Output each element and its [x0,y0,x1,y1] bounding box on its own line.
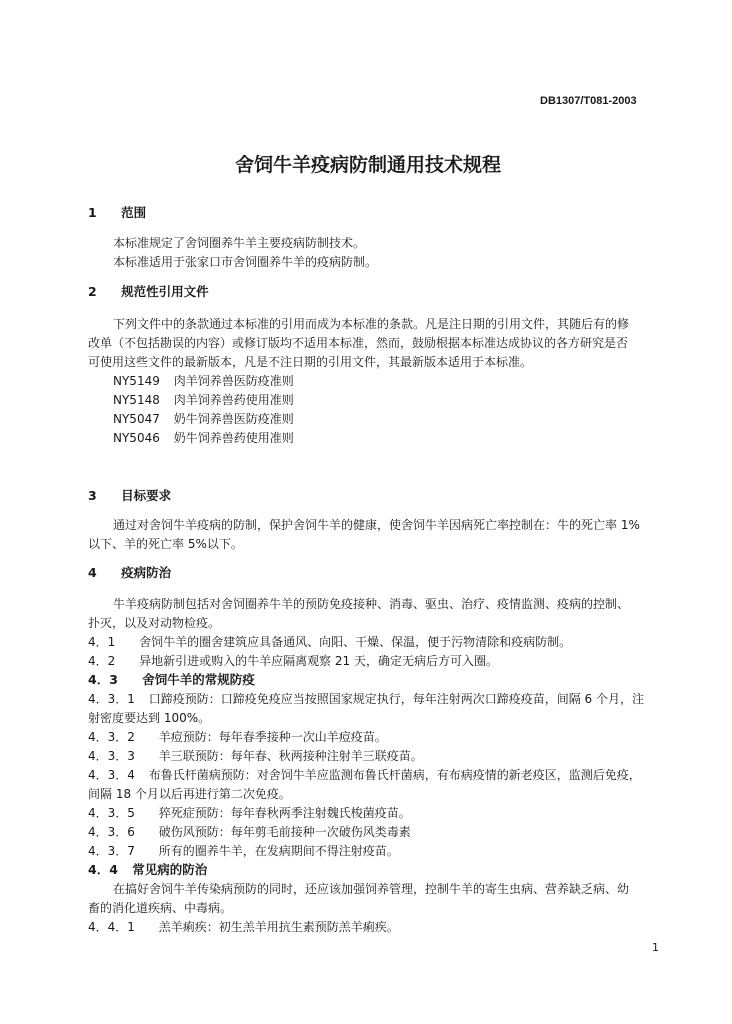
clause-text: 羊痘预防：每年春季接种一次山羊痘疫苗。 [158,730,387,744]
section-4-heading [88,565,171,581]
paragraph-line: 下列文件中的条款通过本标准的引用而成为本标准的条款。凡是注日期的引用文件，其随后有的修 [113,317,630,331]
reference-name: 肉羊饲养兽药使用准则 [173,393,294,407]
reference-code: NY5046 [113,431,160,445]
clause-4-3-2 [88,729,387,745]
paragraph-line: 以下、羊的死亡率 5%以下。 [88,537,243,551]
clause-4-3-6 [88,824,411,840]
reference-name: 肉羊饲养兽医防疫准则 [173,374,294,388]
clause-4-2 [88,653,498,669]
clause-number: 4．3．7 [88,844,135,858]
clause-text: 口蹄疫预防：口蹄疫免疫应当按照国家规定执行，每年注射两次口蹄疫疫苗，间隔 6 个月，注 [148,692,645,706]
clause-text: 羊三联预防：每年春、秋两接种注射羊三联疫苗。 [158,749,423,763]
paragraph-line: 改单（不包括勘误的内容）或修订版均不适用本标准，然而，鼓励根据本标准达成协议的各方研究是否 [88,336,629,350]
clause-text: 舍饲牛羊的常规防疫 [142,672,255,687]
clause-text: 常见病的防治 [132,862,208,877]
document-code: DB1307/T081-2003 [540,95,637,107]
paragraph-line: 间隔 18 个月以后再进行第二次免疫。 [88,787,291,801]
clause-4-3-1 [88,691,644,707]
clause-number: 4．4．1 [88,920,135,934]
page-number: 1 [652,941,659,954]
reference-code: NY5148 [113,393,160,407]
clause-number: 4．3．1 [88,692,135,706]
clause-number: 4．3．6 [88,825,135,839]
clause-text: 猝死症预防：每年春秋两季注射魏氏梭菌疫苗。 [158,806,411,820]
clause-number: 4．3．2 [88,730,135,744]
clause-text: 所有的圈养牛羊，在发病期间不得注射疫苗。 [158,844,399,858]
section-1-heading [88,205,146,221]
clause-4-4 [88,862,207,878]
section-number: 3 [88,488,97,503]
clause-text: 布鲁氏杆菌病预防：对舍饲牛羊应监测布鲁氏杆菌病，有布病疫情的新老疫区，监测后免疫， [148,768,641,782]
section-number: 1 [88,205,97,220]
clause-number: 4．3．4 [88,768,135,782]
paragraph-line: 射密度要达到 100%。 [88,711,211,725]
clause-4-3-7 [88,843,399,859]
clause-4-3-5 [88,805,411,821]
clause-number: 4．1 [88,635,116,649]
reference-code: NY5149 [113,374,160,388]
reference-item [113,392,294,408]
section-title: 目标要求 [121,488,172,503]
page-title: 舍饲牛羊疫病防制通用技术规程 [235,154,502,176]
clause-text: 舍饲牛羊的圈舍建筑应具备通风、向阳、干燥、保温，便于污物清除和疫病防制。 [139,635,572,649]
reference-name: 奶牛饲养兽医防疫准则 [173,412,294,426]
reference-item [113,411,294,427]
clause-4-3-4 [88,767,641,783]
clause-text: 异地新引进或购入的牛羊应隔离观察 21 天，确定无病后方可入圈。 [139,654,499,668]
paragraph-line: 本标准规定了舍饲圈养牛羊主要疫病防制技术。 [113,236,366,250]
clause-text: 破伤风预防：每年剪毛前接种一次破伤风类毒素 [158,825,411,839]
paragraph-line: 本标准适用于张家口市舍饲圈养牛羊的疫病防制。 [113,255,378,269]
paragraph-line: 畜的消化道疾病、中毒病。 [88,901,233,915]
section-number: 2 [88,284,97,299]
section-2-heading [88,284,209,300]
clause-4-3 [88,672,255,688]
reference-item [113,430,294,446]
reference-item [113,373,294,389]
clause-number: 4．4 [88,862,118,877]
paragraph-line: 牛羊疫病防制包括对舍饲圈养牛羊的预防免疫接种、消毒、驱虫、治疗、疫情监测、疫病的控制、 [113,597,630,611]
clause-4-3-3 [88,748,423,764]
clause-number: 4．3．3 [88,749,135,763]
reference-code: NY5047 [113,412,160,426]
clause-4-4-1 [88,919,399,935]
section-number: 4 [88,565,97,580]
section-3-heading [88,488,171,504]
reference-name: 奶牛饲养兽药使用准则 [173,431,294,445]
paragraph-line: 通过对舍饲牛羊疫病的防制，保护舍饲牛羊的健康，使舍饲牛羊因病死亡率控制在：牛的死亡率 1% [113,518,640,532]
clause-number: 4．2 [88,654,116,668]
clause-number: 4．3．5 [88,806,135,820]
paragraph-line: 在搞好舍饲牛羊传染病预防的同时，还应该加强饲养管理，控制牛羊的寄生虫病、营养缺乏病、幼 [113,882,630,896]
section-title: 范围 [121,205,147,220]
clause-text: 羔羊痢疾：初生羔羊用抗生素预防羔羊痢疾。 [158,920,399,934]
clause-number: 4．3 [88,672,118,687]
section-title: 规范性引用文件 [121,284,209,299]
paragraph-line: 可使用这些文件的最新版本，凡是不注日期的引用文件，其最新版本适用于本标准。 [88,355,533,369]
section-title: 疫病防治 [121,565,172,580]
clause-4-1 [88,634,571,650]
paragraph-line: 扑灭，以及对动物检疫。 [88,616,221,630]
